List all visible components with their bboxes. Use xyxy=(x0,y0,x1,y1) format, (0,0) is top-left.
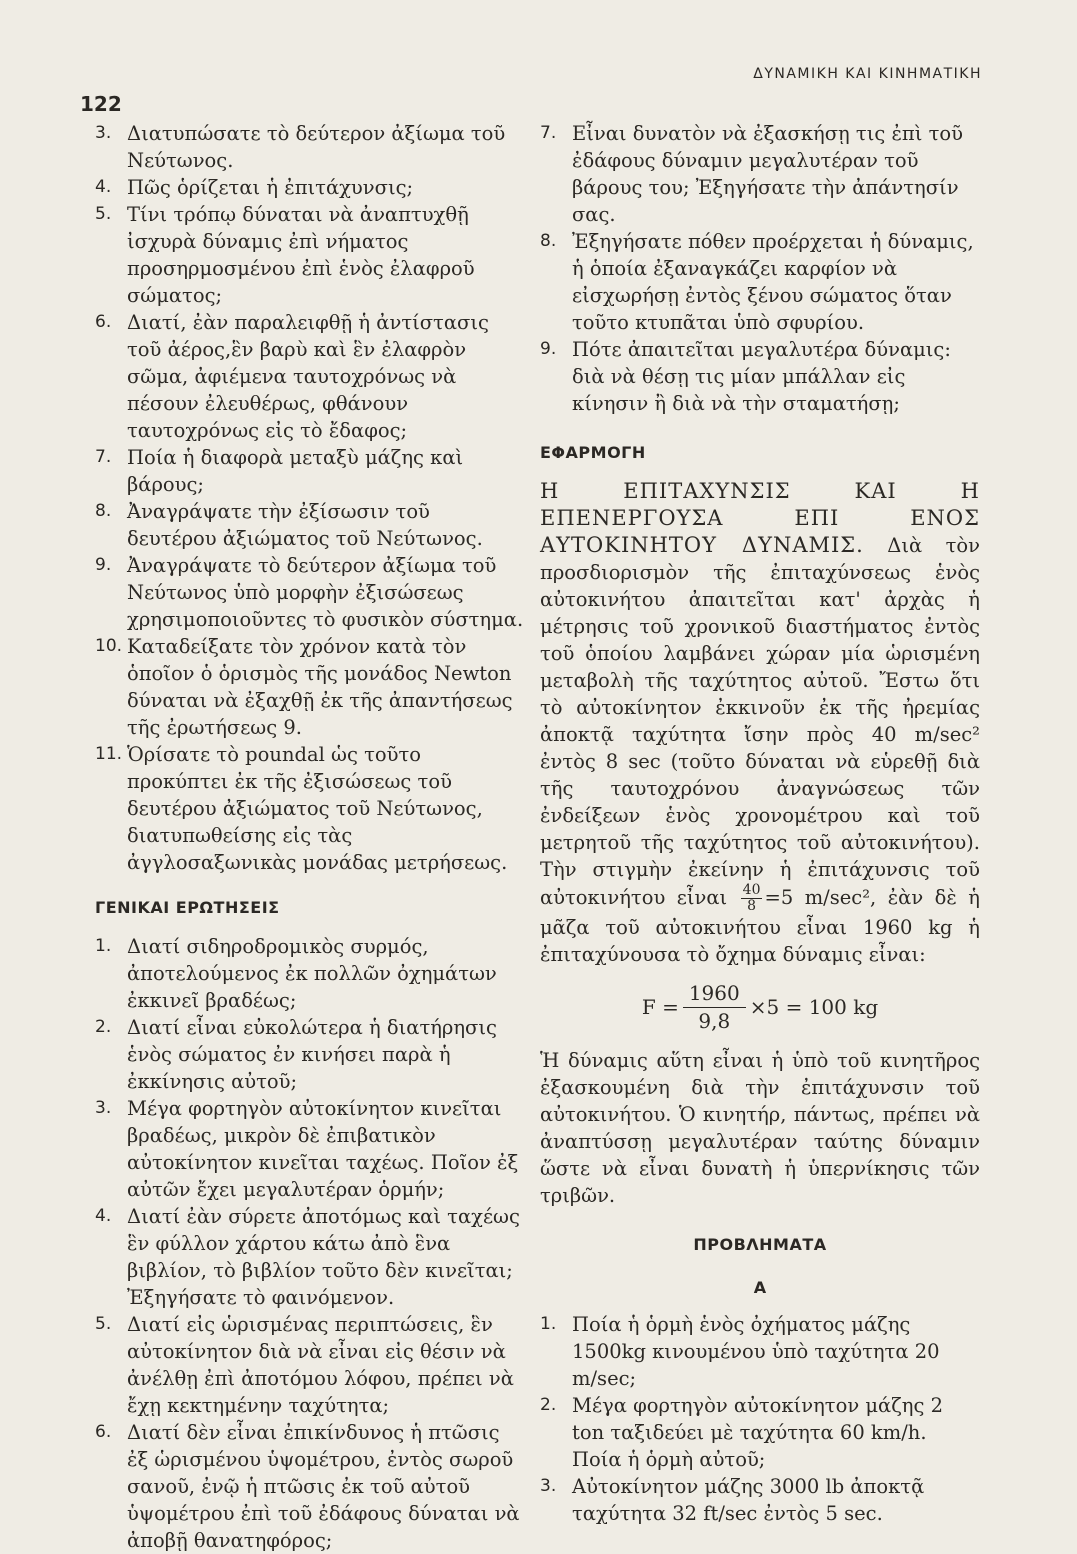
general-questions-heading: ΓΕΝΙΚΑΙ ΕΡΩΤΗΣΕΙΣ xyxy=(95,898,280,917)
running-header: ΔΥΝΑΜΙΚΗ ΚΑΙ ΚΙΝΗΜΑΤΙΚΗ xyxy=(753,66,982,82)
question-item xyxy=(540,336,980,417)
inline-fraction-denominator: 8 xyxy=(747,898,757,914)
left-column xyxy=(95,120,525,1554)
question-item-text: Εἶναι δυνατὸν νὰ ἐξασκήσῃ τις ἐπὶ τοῦ ἐδάφους δύναμιν μεγαλυτέραν τοῦ βάρους του; Ἐξηγήσατε τὴν ἀπάντησίν σας. xyxy=(572,122,963,226)
application-title: Η ΕΠΙΤΑΧΥΝΣΙΣ ΚΑΙ Η ΕΠΕΝΕΡΓΟΥΣΑ ΕΠΙ ΕΝΟΣ ΑΥΤΟΚΙΝΗΤΟΥ ΔΥΝΑΜΙΣ. xyxy=(540,479,980,557)
general-question-item-text: Διατί σιδηροδρομικὸς συρμός, ἀποτελούμενος ἐκ πολλῶν ὀχημάτων ἐκκινεῖ βραδέως; xyxy=(127,935,497,1012)
general-question-item-number: 5. xyxy=(95,1314,112,1334)
general-question-item xyxy=(95,1203,525,1311)
problems-section-label: Α xyxy=(753,1278,767,1297)
formula-fraction xyxy=(683,980,746,1035)
question-item-text: Ὁρίσατε τὸ poundal ὡς τοῦτο προκύπτει ἐκ τῆς ἐξισώσεως τοῦ δευτέρου ἀξιώματος τοῦ Νεύτωνος, διατυπωθείσης εἰς τὰς ἀγγλοσαξωνικὰς μονάδας μετρήσεως. xyxy=(127,743,508,874)
question-item xyxy=(95,552,525,633)
general-question-item xyxy=(95,933,525,1014)
question-item-text: Καταδείξατε τὸν χρόνον κατὰ τὸν ὁποῖον ὁ ὁρισμὸς τῆς μονάδος Newton δύναται νὰ ἐξαχθῇ ἐκ τῆς ἀπαντήσεως τῆς ἐρωτήσεως 9. xyxy=(127,635,513,739)
general-question-item-text: Διατί εἰς ὡρισμένας περιπτώσεις, ἓν αὐτοκίνητον διὰ νὰ εἶναι εἰς θέσιν νὰ ἀνέλθῃ ἐπὶ ἀποτόμου λόφου, πρέπει νὰ ἔχῃ κεκτημένην ταχύτητα; xyxy=(127,1313,514,1417)
problem-item-text: Μέγα φορτηγὸν αὐτοκίνητον μάζης 2 ton ταξιδεύει μὲ ταχύτητα 60 km/h. Ποία ἡ ὁρμὴ αὐτοῦ; xyxy=(572,1394,943,1471)
question-item xyxy=(95,309,525,444)
question-item-text: Ποία ἡ διαφορὰ μεταξὺ μάζης καὶ βάρους; xyxy=(127,446,464,496)
question-item-text: Πῶς ὁρίζεται ἡ ἐπιτάχυνσις; xyxy=(127,176,414,199)
question-item-number: 7. xyxy=(95,447,112,467)
question-item-number: 8. xyxy=(540,231,557,251)
question-item-number: 11. xyxy=(95,744,123,764)
right-column xyxy=(540,120,980,1527)
problem-item xyxy=(540,1392,980,1473)
general-questions-list xyxy=(95,933,525,1554)
question-item-text: Ἐξηγήσατε πόθεν προέρχεται ἡ δύναμις, ἡ ὁποία ἐξαναγκάζει καρφίον νὰ εἰσχωρήσῃ ἐντὸς ξένου σώματος ὅταν τοῦτο κτυπᾶται ὑπὸ σφυρίου. xyxy=(572,230,974,334)
question-item-number: 6. xyxy=(95,312,112,332)
review-questions-list-continued xyxy=(540,120,980,417)
question-item xyxy=(95,498,525,552)
page-number: 122 xyxy=(80,92,122,116)
question-item-text: Τίνι τρόπῳ δύναται νὰ ἀναπτυχθῇ ἰσχυρὰ δύναμις ἐπὶ νήματος προσηρμοσμένου ἐπὶ ἑνὸς ἐλαφροῦ σώματος; xyxy=(127,203,475,307)
question-item xyxy=(95,120,525,174)
general-question-item-number: 2. xyxy=(95,1017,112,1037)
general-question-item xyxy=(95,1014,525,1095)
question-item-number: 9. xyxy=(95,555,112,575)
question-item xyxy=(95,741,525,876)
general-question-item-number: 4. xyxy=(95,1206,112,1226)
application-body-3: Ἡ δύναμις αὕτη εἶναι ἡ ὑπὸ τοῦ κινητῆρος ἐξασκουμένη διὰ τὴν ἐπιτάχυνσιν τοῦ αὐτοκινήτου. Ὁ κινητήρ, πάντως, πρέπει νὰ ἀναπτύσσῃ μεγαλυτέραν ταύτης δύναμιν ὥστε νὰ εἶναι δυνατὴ ἡ ὑπερνίκησις τῶν τριβῶν. xyxy=(540,1049,980,1207)
question-item xyxy=(95,633,525,741)
question-item xyxy=(95,174,525,201)
question-item-text: Διατί, ἐὰν παραλειφθῇ ἡ ἀντίστασις τοῦ ἀέρος,ἓν βαρὺ καὶ ἓν ἐλαφρὸν σῶμα, ἀφιέμενα ταυτοχρόνως νὰ πέσουν ἐλευθέρως, φθάνουν ταυτοχρόνως εἰς τὸ ἔδαφος; xyxy=(127,311,489,442)
question-item-number: 3. xyxy=(95,123,112,143)
general-question-item-text: Διατί ἐὰν σύρετε ἀποτόμως καὶ ταχέως ἓν φύλλον χάρτου κάτω ἀπὸ ἓνα βιβλίον, τὸ βιβλίον τοῦτο δὲν κινεῖται; Ἐξηγήσατε τὸ φαινόμενον. xyxy=(127,1205,520,1309)
question-item-text: Ἀναγράψατε τὴν ἐξίσωσιν τοῦ δευτέρου ἀξιώματος τοῦ Νεύτωνος. xyxy=(127,500,483,550)
problem-item-number: 3. xyxy=(540,1476,557,1496)
general-question-item-number: 6. xyxy=(95,1422,112,1442)
application-body-1: Διὰ τὸν προσδιορισμὸν τῆς ἐπιταχύνσεως ἑνὸς αὐτοκινήτου ἀπαιτεῖται κατ' ἀρχὰς ἡ μέτρησις τοῦ χρονικοῦ διαστήματος ἐντὸς τοῦ ὁποίου λαμβάνει χώραν μία ὡρισμένη μεταβολὴ τῆς ταχύτητος αὐτοῦ. Ἔστω ὅτι τὸ αὐτοκίνητον ἐκκινοῦν ἐκ τῆς ἠρεμίας ἀποκτᾷ ταχύτητα ἴσην πρὸς 40 m/sec² ἐντὸς 8 sec (τοῦτο δύναται νὰ εὑρεθῇ διὰ τῆς ταυτοχρόνου ἀναγνώσεως τῶν ἐνδείξεων ἑνὸς χρονομέτρου καὶ τοῦ μετρητοῦ τῆς ταχύτητος τοῦ αὐτοκινήτου). Τὴν στιγμὴν ἐκείνην ἡ ἐπιτάχυνσις τοῦ αὐτοκινήτου εἶναι xyxy=(540,534,981,909)
question-item xyxy=(95,444,525,498)
formula-numerator: 1960 xyxy=(683,980,746,1008)
problem-item-text: Ποία ἡ ὁρμὴ ἑνὸς ὀχήματος μάζης 1500kg κινουμένου ὑπὸ ταχύτητα 20 m/sec; xyxy=(572,1313,940,1390)
problems-heading: ΠΡΟΒΛΗΜΑΤΑ xyxy=(693,1235,827,1254)
application-heading: ΕΦΑΡΜΟΓΗ xyxy=(540,443,646,462)
inline-fraction xyxy=(741,883,763,914)
general-question-item xyxy=(95,1095,525,1203)
formula-rhs: ×5 = 100 kg xyxy=(749,995,879,1019)
question-item-number: 8. xyxy=(95,501,112,521)
problem-item xyxy=(540,1311,980,1392)
problem-item-number: 1. xyxy=(540,1314,557,1334)
general-question-item xyxy=(95,1419,525,1554)
question-item xyxy=(95,201,525,309)
problem-item-number: 2. xyxy=(540,1395,557,1415)
force-formula xyxy=(540,980,980,1035)
general-question-item-number: 3. xyxy=(95,1098,112,1118)
question-item-number: 5. xyxy=(95,204,112,224)
question-item-number: 9. xyxy=(540,339,557,359)
question-item-number: 4. xyxy=(95,177,112,197)
question-item-text: Ἀναγράψατε τὸ δεύτερον ἀξίωμα τοῦ Νεύτωνος ὑπὸ μορφὴν ἐξισώσεως χρησιμοποιοῦντες τὸ φυσικὸν σύστημα. xyxy=(127,554,524,631)
question-item-text: Πότε ἀπαιτεῖται μεγαλυτέρα δύναμις: διὰ νὰ θέσῃ τις μίαν μπάλλαν εἰς κίνησιν ἢ διὰ νὰ τὴν σταματήσῃ; xyxy=(572,338,951,415)
general-question-item-text: Μέγα φορτηγὸν αὐτοκίνητον κινεῖται βραδέως, μικρὸν δὲ ἐπιβατικὸν αὐτοκίνητον κινεῖται ταχέως. Ποῖον ἐξ αὐτῶν ἔχει μεγαλυτέραν ὁρμήν; xyxy=(127,1097,519,1201)
question-item-text: Διατυπώσατε τὸ δεύτερον ἀξίωμα τοῦ Νεύτωνος. xyxy=(127,122,506,172)
question-item xyxy=(540,120,980,228)
general-question-item-text: Διατί δὲν εἶναι ἐπικίνδυνος ἡ πτῶσις ἐξ ὡρισμένου ὑψομέτρου, ἐντὸς σωροῦ σανοῦ, ἐνῷ ἡ πτῶσις ἐκ τοῦ αὐτοῦ ὑψομέτρου ἐπὶ τοῦ ἐδάφους δύναται νὰ ἀποβῇ θανατηφόρος; xyxy=(127,1421,520,1552)
review-questions-list xyxy=(95,120,525,876)
problem-item xyxy=(540,1473,980,1527)
question-item-number: 10. xyxy=(95,636,123,656)
question-item xyxy=(540,228,980,336)
general-question-item-text: Διατί εἶναι εὐκολώτερα ἡ διατήρησις ἑνὸς σώματος ἐν κινήσει παρὰ ἡ ἐκκίνησις αὐτοῦ; xyxy=(127,1016,497,1093)
question-item-number: 7. xyxy=(540,123,557,143)
formula-lhs: F = xyxy=(641,995,679,1019)
formula-denominator: 9,8 xyxy=(698,1009,731,1033)
application-paragraph xyxy=(540,478,980,968)
problems-list xyxy=(540,1311,980,1527)
inline-fraction-numerator: 40 xyxy=(742,882,761,898)
general-question-item xyxy=(95,1311,525,1419)
general-question-item-number: 1. xyxy=(95,936,112,956)
application-body-2: =5 m/sec², ἐὰν δὲ ἡ μᾶζα τοῦ αὐτοκινήτου εἶναι 1960 kg ἡ ἐπιταχύνουσα τὸ ὄχημα δύναμις εἶναι: xyxy=(540,886,980,966)
problem-item-text: Αὐτοκίνητον μάζης 3000 lb ἀποκτᾷ ταχύτητα 32 ft/sec ἐντὸς 5 sec. xyxy=(572,1475,925,1525)
